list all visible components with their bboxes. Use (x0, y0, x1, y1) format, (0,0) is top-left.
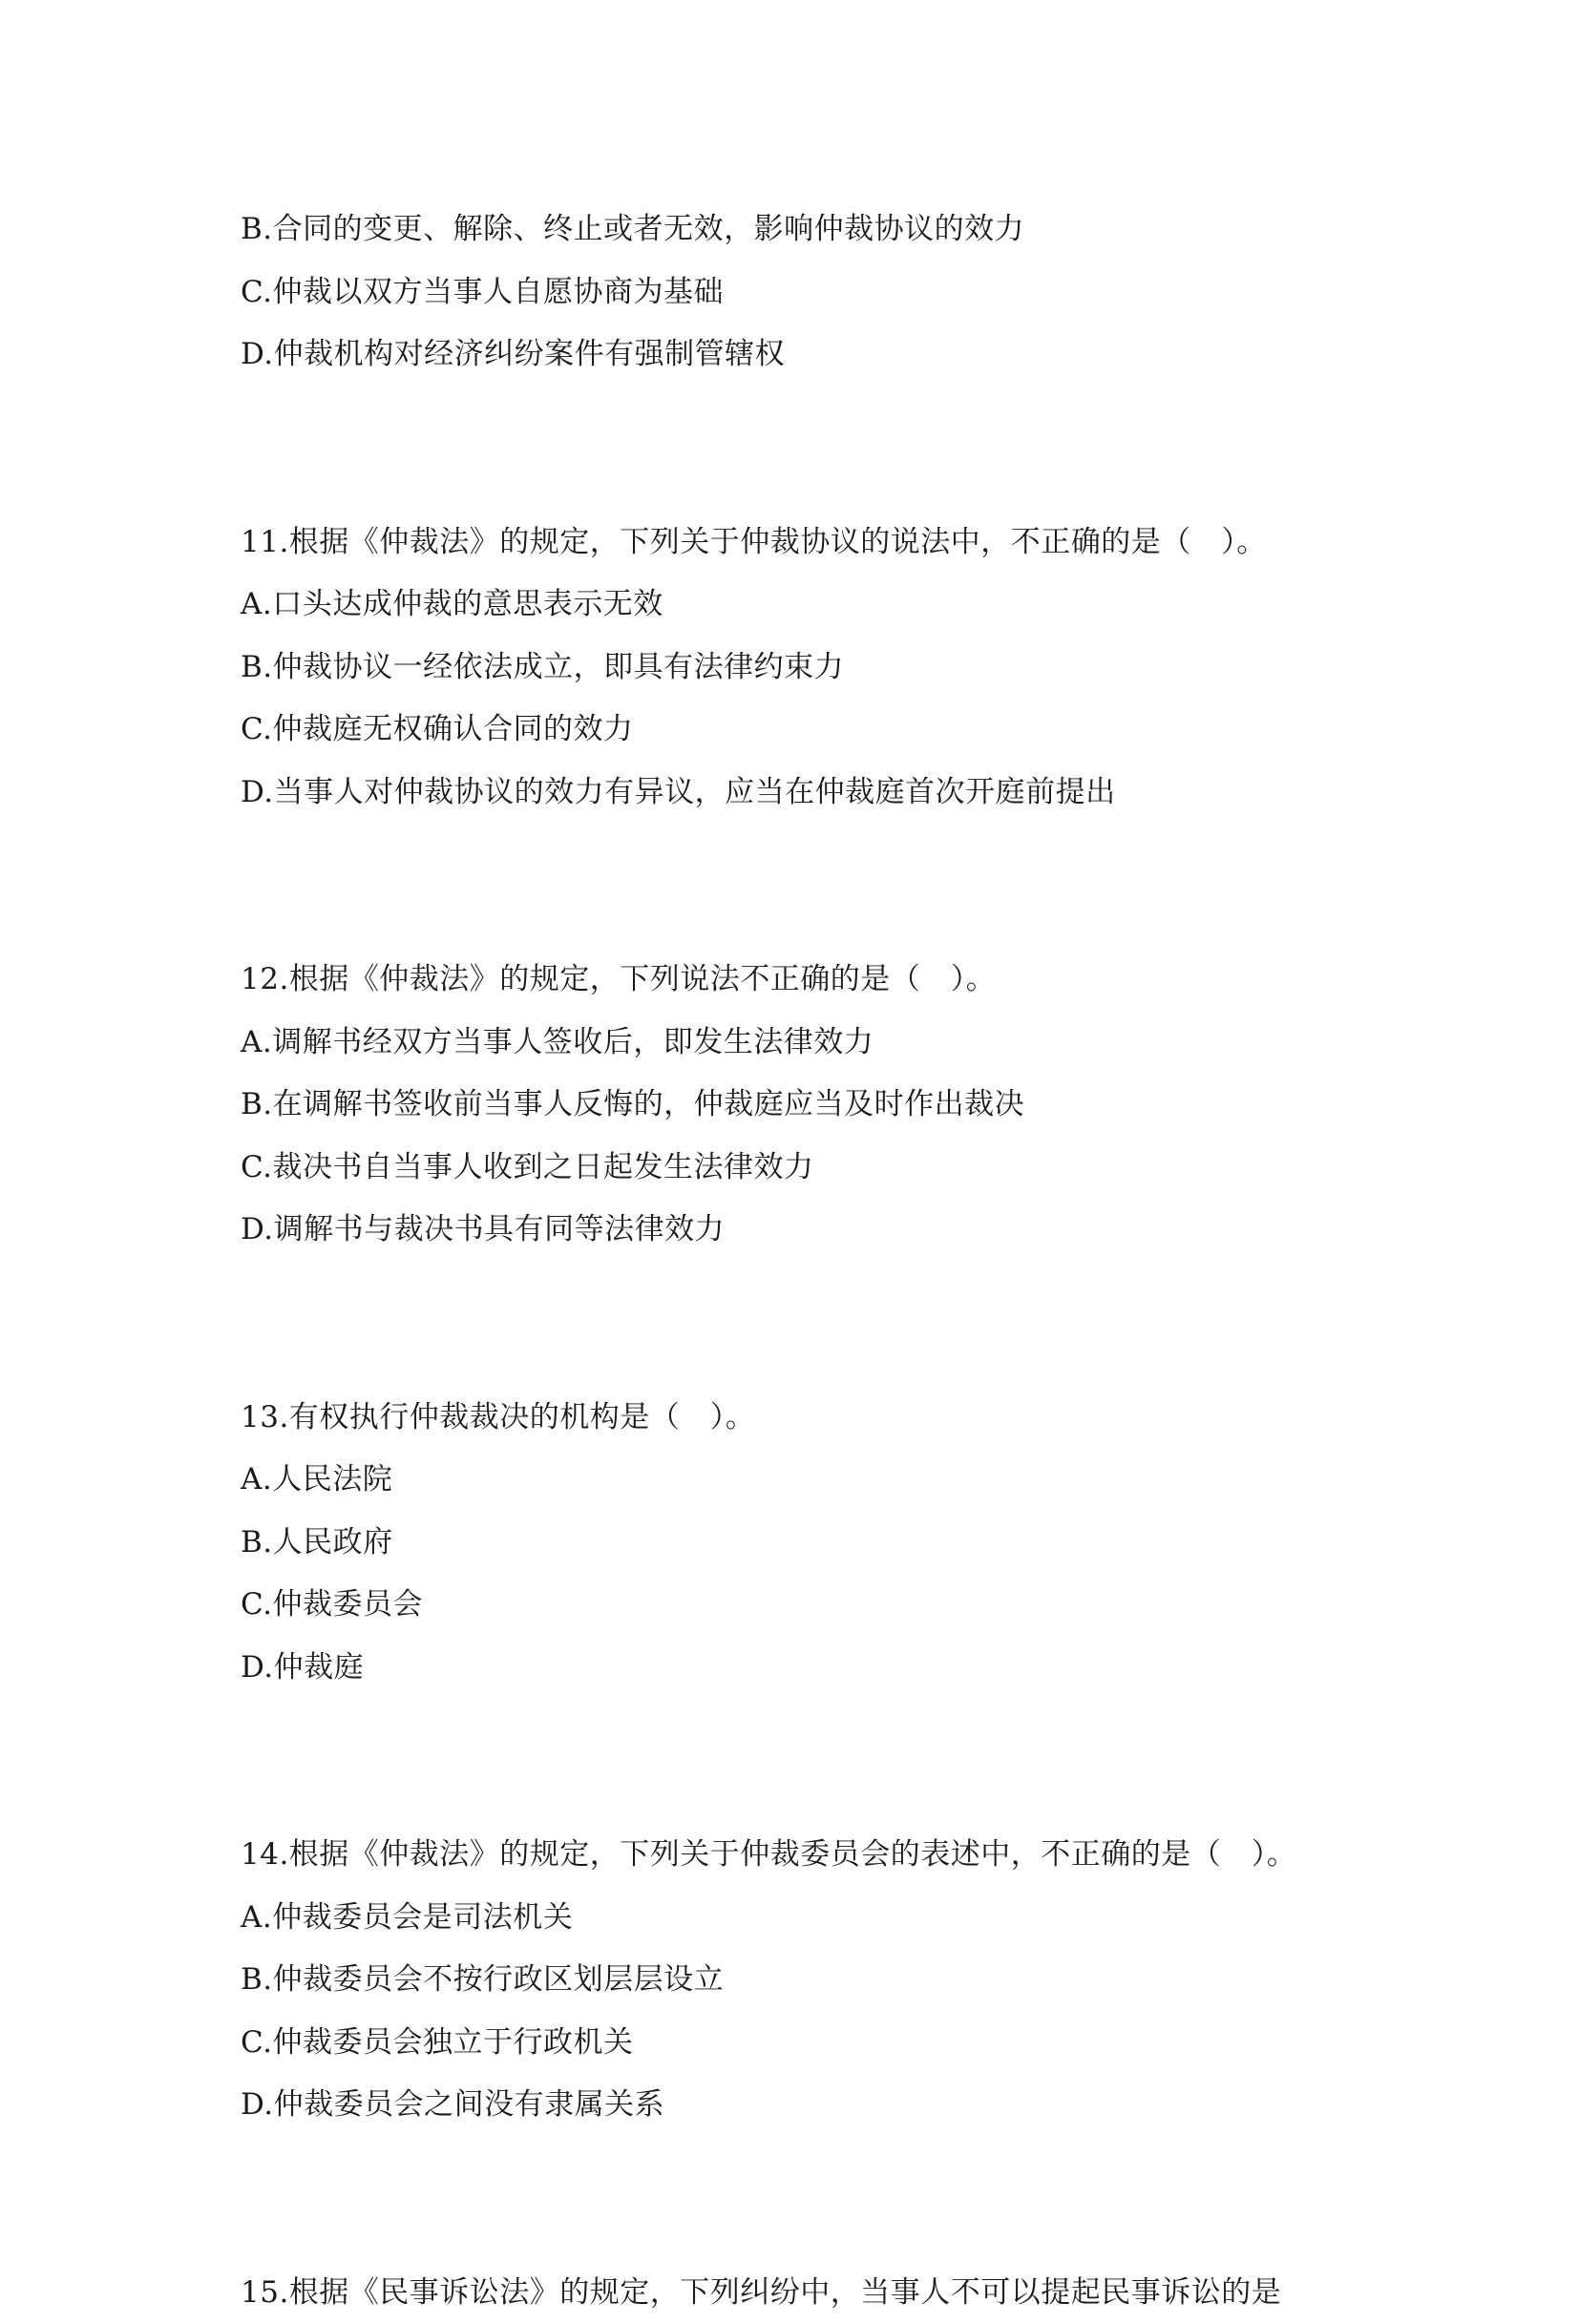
option-d: D.当事人对仲裁协议的效力有异议，应当在仲裁庭首次开庭前提出 (241, 762, 1386, 825)
option-b: B.仲裁协议一经依法成立，即具有法律约束力 (241, 637, 1386, 700)
question-11 (241, 512, 1386, 825)
option-b: B.合同的变更、解除、终止或者无效，影响仲裁协议的效力 (241, 199, 1386, 262)
question-stem: 14.根据《仲裁法》的规定，下列关于仲裁委员会的表述中，不正确的是（ ）。 (241, 1824, 1386, 1887)
spacer (241, 2137, 1386, 2262)
option-d: D.仲裁委员会之间没有隶属关系 (241, 2074, 1386, 2137)
option-b: B.人民政府 (241, 1512, 1386, 1575)
question-stem: 12.根据《仲裁法》的规定，下列说法不正确的是（ ）。 (241, 949, 1386, 1012)
document-content (241, 199, 1386, 2324)
option-a: A.口头达成仲裁的意思表示无效 (241, 574, 1386, 637)
option-a: A.人民法院 (241, 1449, 1386, 1512)
option-d: D.调解书与裁决书具有同等法律效力 (241, 1199, 1386, 1262)
question-13 (241, 1387, 1386, 1700)
question-15 (241, 2262, 1386, 2324)
spacer (241, 1262, 1386, 1387)
question-stem: 11.根据《仲裁法》的规定，下列关于仲裁协议的说法中，不正确的是（ ）。 (241, 512, 1386, 575)
question-14 (241, 1824, 1386, 2137)
option-d: D.仲裁庭 (241, 1637, 1386, 1700)
option-c: C.仲裁庭无权确认合同的效力 (241, 699, 1386, 762)
option-c: C.仲裁委员会独立于行政机关 (241, 2012, 1386, 2075)
option-c: C.裁决书自当事人收到之日起发生法律效力 (241, 1137, 1386, 1200)
spacer (241, 387, 1386, 512)
option-b: B.仲裁委员会不按行政区划层层设立 (241, 1949, 1386, 2012)
question-12 (241, 949, 1386, 1262)
option-d: D.仲裁机构对经济纠纷案件有强制管辖权 (241, 324, 1386, 387)
option-b: B.在调解书签收前当事人反悔的，仲裁庭应当及时作出裁决 (241, 1074, 1386, 1137)
question-stem: 15.根据《民事诉讼法》的规定，下列纠纷中，当事人不可以提起民事诉讼的是 (241, 2262, 1386, 2324)
question-10-continuation (241, 199, 1386, 387)
option-c: C.仲裁委员会 (241, 1574, 1386, 1637)
option-a: A.调解书经双方当事人签收后，即发生法律效力 (241, 1012, 1386, 1075)
option-a: A.仲裁委员会是司法机关 (241, 1887, 1386, 1950)
question-stem: 13.有权执行仲裁裁决的机构是（ ）。 (241, 1387, 1386, 1450)
spacer (241, 824, 1386, 949)
option-c: C.仲裁以双方当事人自愿协商为基础 (241, 262, 1386, 325)
spacer (241, 1699, 1386, 1824)
